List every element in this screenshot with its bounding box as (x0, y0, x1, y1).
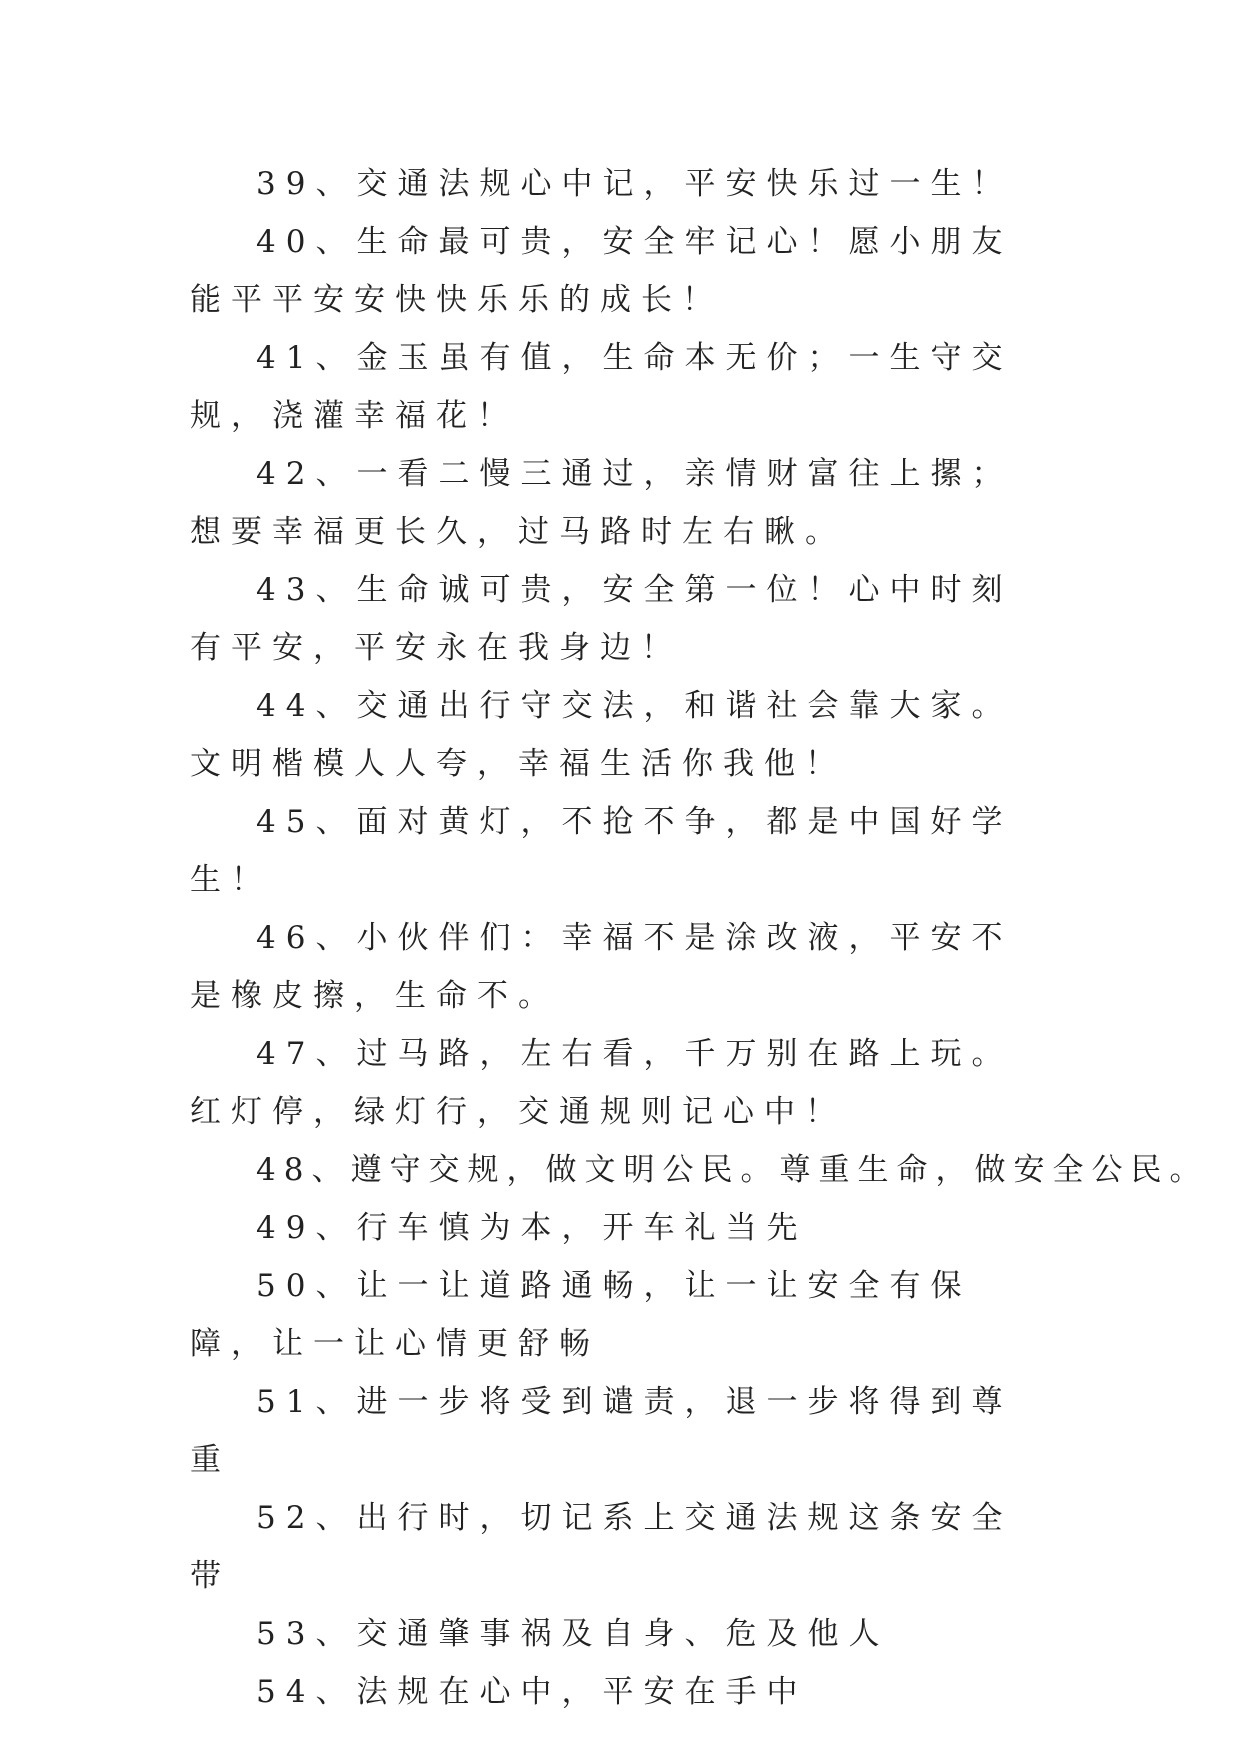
slogan-49: 49、行车慎为本，开车礼当先 (256, 1210, 808, 1246)
slogan-39: 39、交通法规心中记，平安快乐过一生！ (256, 166, 1013, 202)
slogan-46: 46、小伙伴们：幸福不是涂改液，平安不是橡皮擦，生命不。 (190, 920, 1013, 1014)
slogan-52: 52、出行时，切记系上交通法规这条安全带 (190, 1500, 1013, 1594)
slogan-list (190, 155, 1209, 1721)
slogan-43: 43、生命诚可贵，安全第一位！心中时刻有平安，平安永在我身边！ (190, 572, 1013, 666)
slogan-54: 54、法规在心中，平安在手中 (256, 1674, 808, 1710)
slogan-45: 45、面对黄灯，不抢不争，都是中国好学生！ (190, 804, 1013, 898)
slogan-47: 47、过马路，左右看，千万别在路上玩。红灯停，绿灯行，交通规则记心中！ (190, 1036, 1013, 1130)
slogan-41: 41、金玉虽有值，生命本无价；一生守交规，浇灌幸福花！ (190, 340, 1013, 434)
slogan-53: 53、交通肇事祸及自身、危及他人 (256, 1616, 890, 1652)
slogan-44: 44、交通出行守交法，和谐社会靠大家。文明楷模人人夸，幸福生活你我他！ (190, 688, 1013, 782)
slogan-48: 48、遵守交规，做文明公民。尊重生命，做安全公民。 (256, 1152, 1209, 1188)
slogan-51: 51、进一步将受到谴责，退一步将得到尊重 (190, 1384, 1013, 1478)
slogan-40: 40、生命最可贵，安全牢记心！愿小朋友能平平安安快快乐乐的成长！ (190, 224, 1013, 318)
slogan-50: 50、让一让道路通畅，让一让安全有保障，让一让心情更舒畅 (190, 1268, 972, 1362)
slogan-42: 42、一看二慢三通过，亲情财富往上摞；想要幸福更长久，过马路时左右瞅。 (190, 456, 1013, 550)
